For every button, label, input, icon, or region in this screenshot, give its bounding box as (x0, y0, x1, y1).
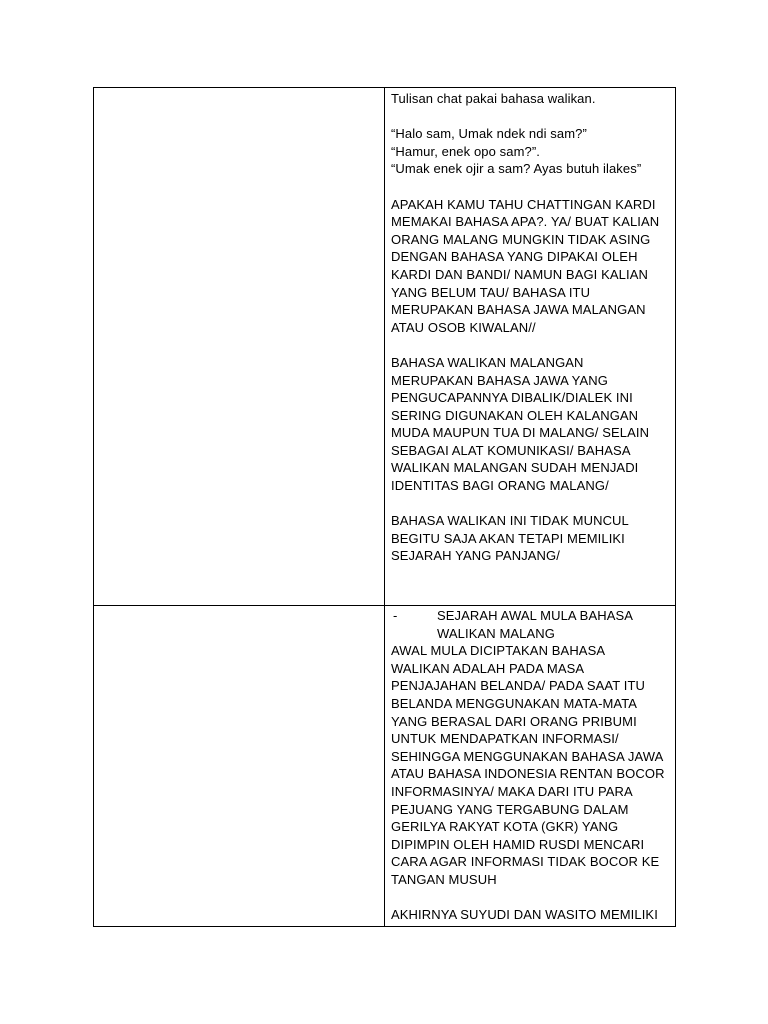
table-row (94, 88, 676, 606)
left-cell-empty (94, 88, 385, 606)
script-table (93, 87, 676, 927)
cell-content (385, 88, 675, 565)
chat-messages: “Halo sam, Umak ndek ndi sam?” “Hamur, enek opo sam?”. “Umak enek ojir a sam? Ayas butuh ilakes” (391, 126, 642, 177)
section-heading: SEJARAH AWAL MULA BAHASA WALIKAN MALANG (437, 608, 634, 641)
paragraph-gap (391, 178, 669, 196)
narration-paragraph-2: BAHASA WALIKAN MALANGAN MERUPAKAN BAHASA JAWA YANG PENGUCAPANNYA DIBALIK/DIALEK INI SERING DIGUNAKAN OLEH KALANGAN MUDA MAUPUN TUA DI MALANG/ SELAIN SEBAGAI ALAT KOMUNIKASI/ BAHASA WALIKAN MALANGAN SUDAH MENJADI IDENTITAS BAGI ORANG MALANG/ (391, 354, 650, 494)
narration-paragraph-1: APAKAH KAMU TAHU CHATTINGAN KARDI MEMAKAI BAHASA APA?. YA/ BUAT KALIAN ORANG MALANG MUNGKIN TIDAK ASING DENGAN BAHASA YANG DIPAKAI OLEH KARDI DAN BANDI/ NAMUN BAGI KALIAN YANG BELUM TAU/ BAHASA ITU MERUPAKAN BAHASA JAWA MALANGAN ATAU OSOB KIWALAN// (391, 196, 660, 335)
table-row (94, 606, 676, 927)
chat-heading: Tulisan chat pakai bahasa walikan. (391, 91, 596, 106)
narration-paragraph-4: AWAL MULA DICIPTAKAN BAHASA WALIKAN ADALAH PADA MASA PENJAJAHAN BELANDA/ PADA SAAT ITU BELANDA MENGGUNAKAN MATA-MATA YANG BERASAL DARI ORANG PRIBUMI UNTUK MENDAPATKAN INFORMASI/ SEHINGGA MENGGUNAKAN BAHASA JAWA ATAU BAHASA INDONESIA RENTAN BOCOR INFORMASINYA/ MAKA DARI ITU PARA PEJUANG YANG TERGABUNG DALAM GERILYA RAKYAT KOTA (GKR) YANG DIPIMPIN OLEH HAMID RUSDI MENCARI CARA AGAR INFORMASI TIDAK BOCOR KE TANGAN MUSUH (391, 643, 665, 887)
paragraph-gap (391, 108, 669, 126)
left-cell-empty (94, 606, 385, 927)
bullet-dash: - (393, 608, 398, 623)
narration-paragraph-3: BAHASA WALIKAN INI TIDAK MUNCUL BEGITU SAJA AKAN TETAPI MEMILIKI SEJARAH YANG PANJANG/ (391, 513, 629, 564)
right-cell (385, 606, 676, 927)
cell-content (385, 606, 675, 924)
paragraph-gap (391, 495, 669, 513)
narration-paragraph-5: AKHIRNYA SUYUDI DAN WASITO MEMILIKI (391, 907, 658, 923)
bullet-item (391, 607, 669, 642)
right-cell (385, 88, 676, 606)
paragraph-gap (391, 336, 669, 354)
paragraph-gap (391, 889, 669, 907)
